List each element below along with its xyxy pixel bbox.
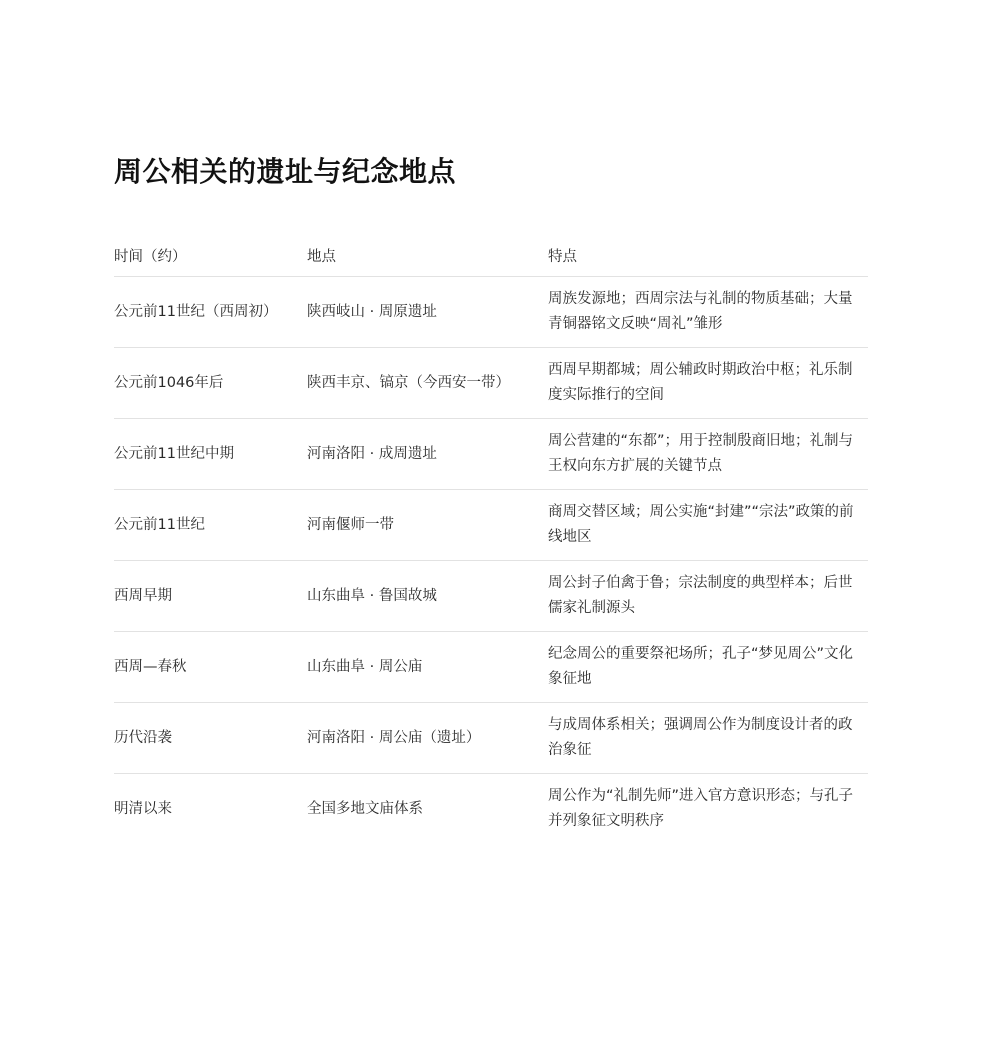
header-location: 地点 bbox=[307, 234, 548, 277]
table-row bbox=[114, 348, 868, 419]
table-row bbox=[114, 703, 868, 774]
table-header-row bbox=[114, 234, 868, 277]
cell-features: 周公作为“礼制先师”进入官方意识形态；与孔子并列象征文明秩序 bbox=[548, 788, 854, 829]
cell-features: 西周早期都城；周公辅政时期政治中枢；礼乐制度实际推行的空间 bbox=[548, 348, 868, 419]
cell-location: 河南洛阳 · 成周遗址 bbox=[307, 419, 548, 490]
cell-location: 山东曲阜 · 周公庙 bbox=[307, 632, 548, 703]
cell-time: 公元前11世纪中期 bbox=[114, 419, 307, 490]
table-row bbox=[114, 419, 868, 490]
cell-location: 全国多地文庙体系 bbox=[307, 800, 423, 817]
table-row bbox=[114, 561, 868, 632]
cell-time: 公元前11世纪（西周初） bbox=[114, 277, 307, 348]
cell-time: 西周早期 bbox=[114, 561, 307, 632]
cell-time: 明清以来 bbox=[114, 800, 172, 817]
cell-time: 公元前11世纪 bbox=[114, 490, 307, 561]
cell-time: 历代沿袭 bbox=[114, 703, 307, 774]
cell-features: 商周交替区域；周公实施“封建”“宗法”政策的前线地区 bbox=[548, 490, 868, 561]
sites-table bbox=[114, 234, 868, 844]
table-row bbox=[114, 490, 868, 561]
cell-location: 河南洛阳 · 周公庙（遗址） bbox=[307, 703, 548, 774]
cell-location: 河南偃师一带 bbox=[307, 490, 548, 561]
cell-features: 周公封子伯禽于鲁；宗法制度的典型样本；后世儒家礼制源头 bbox=[548, 561, 868, 632]
cell-time: 西周—春秋 bbox=[114, 632, 307, 703]
document-page bbox=[114, 150, 868, 844]
table-row bbox=[114, 774, 868, 845]
cell-features: 与成周体系相关；强调周公作为制度设计者的政治象征 bbox=[548, 703, 868, 774]
page-title: 周公相关的遗址与纪念地点 bbox=[114, 155, 457, 188]
cell-features: 周族发源地；西周宗法与礼制的物质基础；大量青铜器铭文反映“周礼”雏形 bbox=[548, 277, 868, 348]
table-row bbox=[114, 632, 868, 703]
cell-location: 陕西岐山 · 周原遗址 bbox=[307, 277, 548, 348]
cell-features: 纪念周公的重要祭祀场所；孔子“梦见周公”文化象征地 bbox=[548, 632, 868, 703]
cell-time: 公元前1046年后 bbox=[114, 348, 307, 419]
header-features: 特点 bbox=[548, 234, 868, 277]
table-row bbox=[114, 277, 868, 348]
cell-features: 周公营建的“东都”；用于控制殷商旧地；礼制与王权向东方扩展的关键节点 bbox=[548, 419, 868, 490]
cell-location: 陕西丰京、镐京（今西安一带） bbox=[307, 348, 548, 419]
cell-location: 山东曲阜 · 鲁国故城 bbox=[307, 561, 548, 632]
header-time: 时间（约） bbox=[114, 234, 307, 277]
